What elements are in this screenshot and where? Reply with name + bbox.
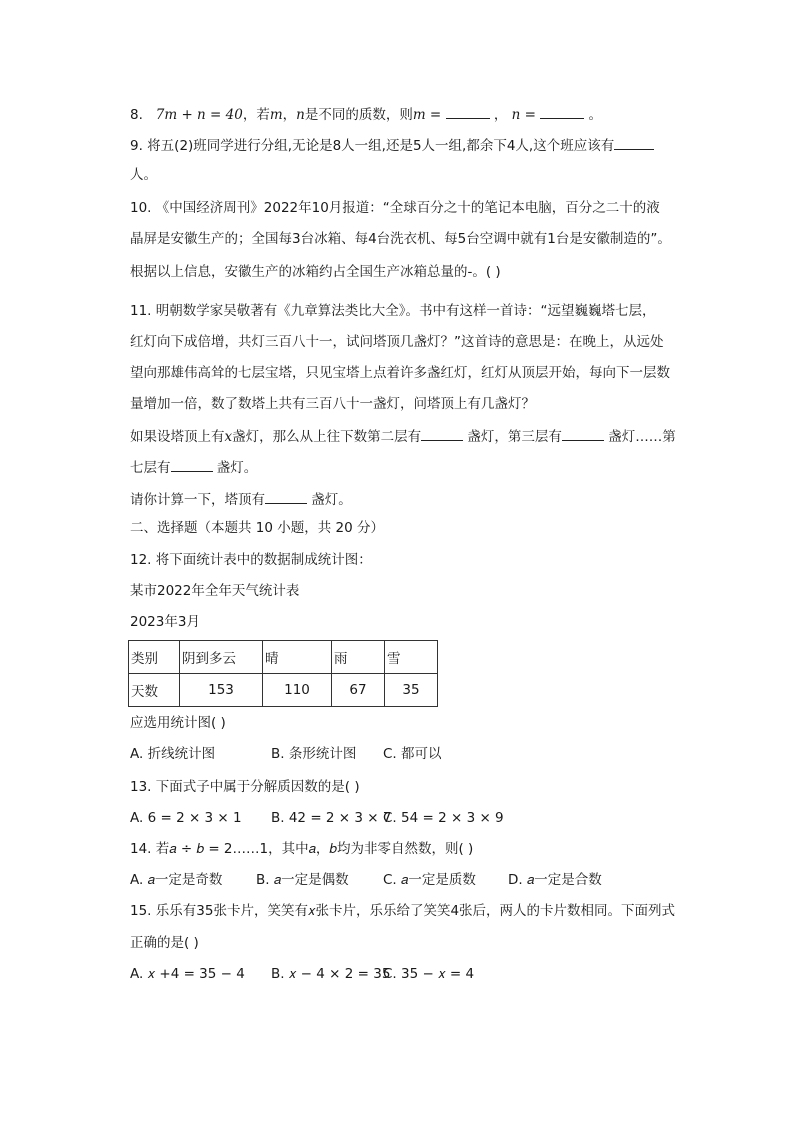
q15-option-b[interactable]: B. 𝑥 − 4 × 2 = 35 — [271, 966, 391, 982]
header-cell: 晴 — [263, 641, 332, 674]
q14-stem: 14. 若𝑎 ÷ 𝑏 = 2……1，其中𝑎，𝑏均为非零自然数，则( ) — [130, 841, 474, 857]
q11-l5a: 如果设塔顶上有 — [130, 429, 225, 445]
q12-date: 2023年3月 — [130, 614, 200, 630]
q8-var-n: n — [296, 107, 305, 123]
q8-text-2: 是不同的质数，则 — [304, 107, 413, 123]
q15-option-c[interactable]: C. 35 − 𝑥 = 4 — [383, 966, 475, 982]
q14-option-d[interactable]: D. 𝑎一定是合数 — [508, 872, 602, 888]
question-9 — [130, 135, 710, 155]
q11-line3: 望向那雄伟高耸的七层宝塔，只见宝塔上点着许多盏红灯，红灯从顶层开始，每向下一层数 — [130, 365, 670, 381]
row-label-cell: 天数 — [129, 674, 180, 707]
data-cell: 110 — [263, 674, 332, 707]
q11-blank-2[interactable] — [421, 426, 463, 441]
q8-text: ，若 — [242, 107, 270, 123]
q12-stem: 12. 将下面统计表中的数据制成统计图： — [130, 552, 372, 568]
q11-line6 — [130, 457, 710, 477]
q8-comma: ， — [282, 107, 297, 123]
q12-question: 应选用统计图( ) — [130, 715, 226, 731]
question-8 — [130, 104, 710, 124]
q14-option-b[interactable]: B. 𝑎一定是偶数 — [256, 872, 349, 888]
q11-blank-top[interactable] — [265, 489, 307, 504]
q9-line2: 人。 — [130, 167, 157, 183]
q8-sep: ， — [493, 107, 508, 123]
q8-var-m: m — [269, 107, 283, 123]
header-cell: 阴到多云 — [180, 641, 263, 674]
q10-line3: 根据以上信息，安徽生产的冰箱约占全国生产冰箱总量的-。( ) — [130, 264, 501, 280]
q11-blank-7[interactable] — [171, 457, 213, 472]
q11-l7b: 盏灯。 — [311, 492, 352, 508]
q13-option-a[interactable]: A. 6 = 2 × 3 × 1 — [130, 810, 242, 826]
q11-blank-3[interactable] — [562, 426, 604, 441]
q11-line7 — [130, 489, 710, 509]
q15-option-a[interactable]: A. 𝑥 +4 = 35 − 4 — [130, 966, 245, 982]
q8-n-label: n = — [511, 107, 536, 123]
q11-l6b: 盏灯。 — [216, 460, 258, 476]
q12-option-b[interactable]: B. 条形统计图 — [271, 746, 357, 762]
q10-line1: 10. 《中国经济周刊》2022年10月报道：“全球百分之十的笔记本电脑，百分之二十的液 — [130, 200, 660, 216]
q11-l5c: 盏灯，第三层有 — [467, 429, 562, 445]
data-cell: 153 — [180, 674, 263, 707]
q13-option-c[interactable]: C. 54 = 2 × 3 × 9 — [383, 810, 504, 826]
q11-l6a: 七层有 — [130, 460, 171, 476]
q11-var-x: x — [224, 429, 233, 445]
q11-l7a: 请你计算一下，塔顶有 — [130, 492, 265, 508]
q8-end: 。 — [588, 107, 603, 123]
data-cell: 67 — [332, 674, 385, 707]
header-cell: 雪 — [385, 641, 438, 674]
q11-line4: 量增加一倍，数了数塔上共有三百八十一盏灯，问塔顶上有几盏灯？ — [130, 396, 535, 412]
q14-option-c[interactable]: C. 𝑎一定是质数 — [383, 872, 476, 888]
q8-m-label: m = — [412, 107, 442, 123]
section-2-heading: 二、选择题（本题共 10 小题，共 20 分） — [130, 520, 385, 536]
q14-option-a[interactable]: A. 𝑎一定是奇数 — [130, 872, 223, 888]
header-cell: 雨 — [332, 641, 385, 674]
q15-line2: 正确的是( ) — [130, 935, 199, 951]
q13-stem: 13. 下面式子中属于分解质因数的是( ) — [130, 779, 360, 795]
q12-option-c[interactable]: C. 都可以 — [383, 746, 442, 762]
q11-line1: 11. 明朝数学家吴敬著有《九章算法类比大全》。书中有这样一首诗：“远望巍巍塔七层， — [130, 303, 656, 319]
q11-line2: 红灯向下成倍增，共灯三百八十一，试问塔顶几盏灯？”这首诗的意思是：在晚上，从远处 — [130, 334, 664, 350]
q12-option-a[interactable]: A. 折线统计图 — [130, 746, 216, 762]
q8-number: 8. — [130, 107, 143, 123]
q10-line2: 晶屏是安徽生产的；全国每3台冰箱、每4台洗衣机、每5台空调中就有1台是安徽制造的”。 — [130, 231, 671, 247]
q8-m-blank[interactable] — [446, 104, 490, 119]
q11-l5d: 盏灯……第 — [608, 429, 676, 445]
q9-blank[interactable] — [614, 135, 654, 150]
q15-line1: 15. 乐乐有35张卡片，笑笑有𝑥张卡片，乐乐给了笑笑4张后，两人的卡片数相同。下面列式 — [130, 903, 676, 919]
q12-table-title: 某市2022年全年天气统计表 — [130, 583, 300, 599]
data-cell: 35 — [385, 674, 438, 707]
table-row — [129, 674, 438, 707]
q11-l5b: 盏灯，那么从上往下数第二层有 — [232, 429, 422, 445]
header-cell: 类别 — [129, 641, 180, 674]
q8-n-blank[interactable] — [540, 104, 584, 119]
q8-equation: 7m + n = 40 — [155, 107, 243, 123]
table-row — [129, 641, 438, 674]
weather-table — [128, 640, 438, 707]
q9-line1: 9. 将五(2)班同学进行分组,无论是8人一组,还是5人一组,都余下4人,这个班应该有 — [130, 138, 615, 154]
q13-option-b[interactable]: B. 42 = 2 × 3 × 7 — [271, 810, 392, 826]
q11-line5 — [130, 426, 710, 446]
